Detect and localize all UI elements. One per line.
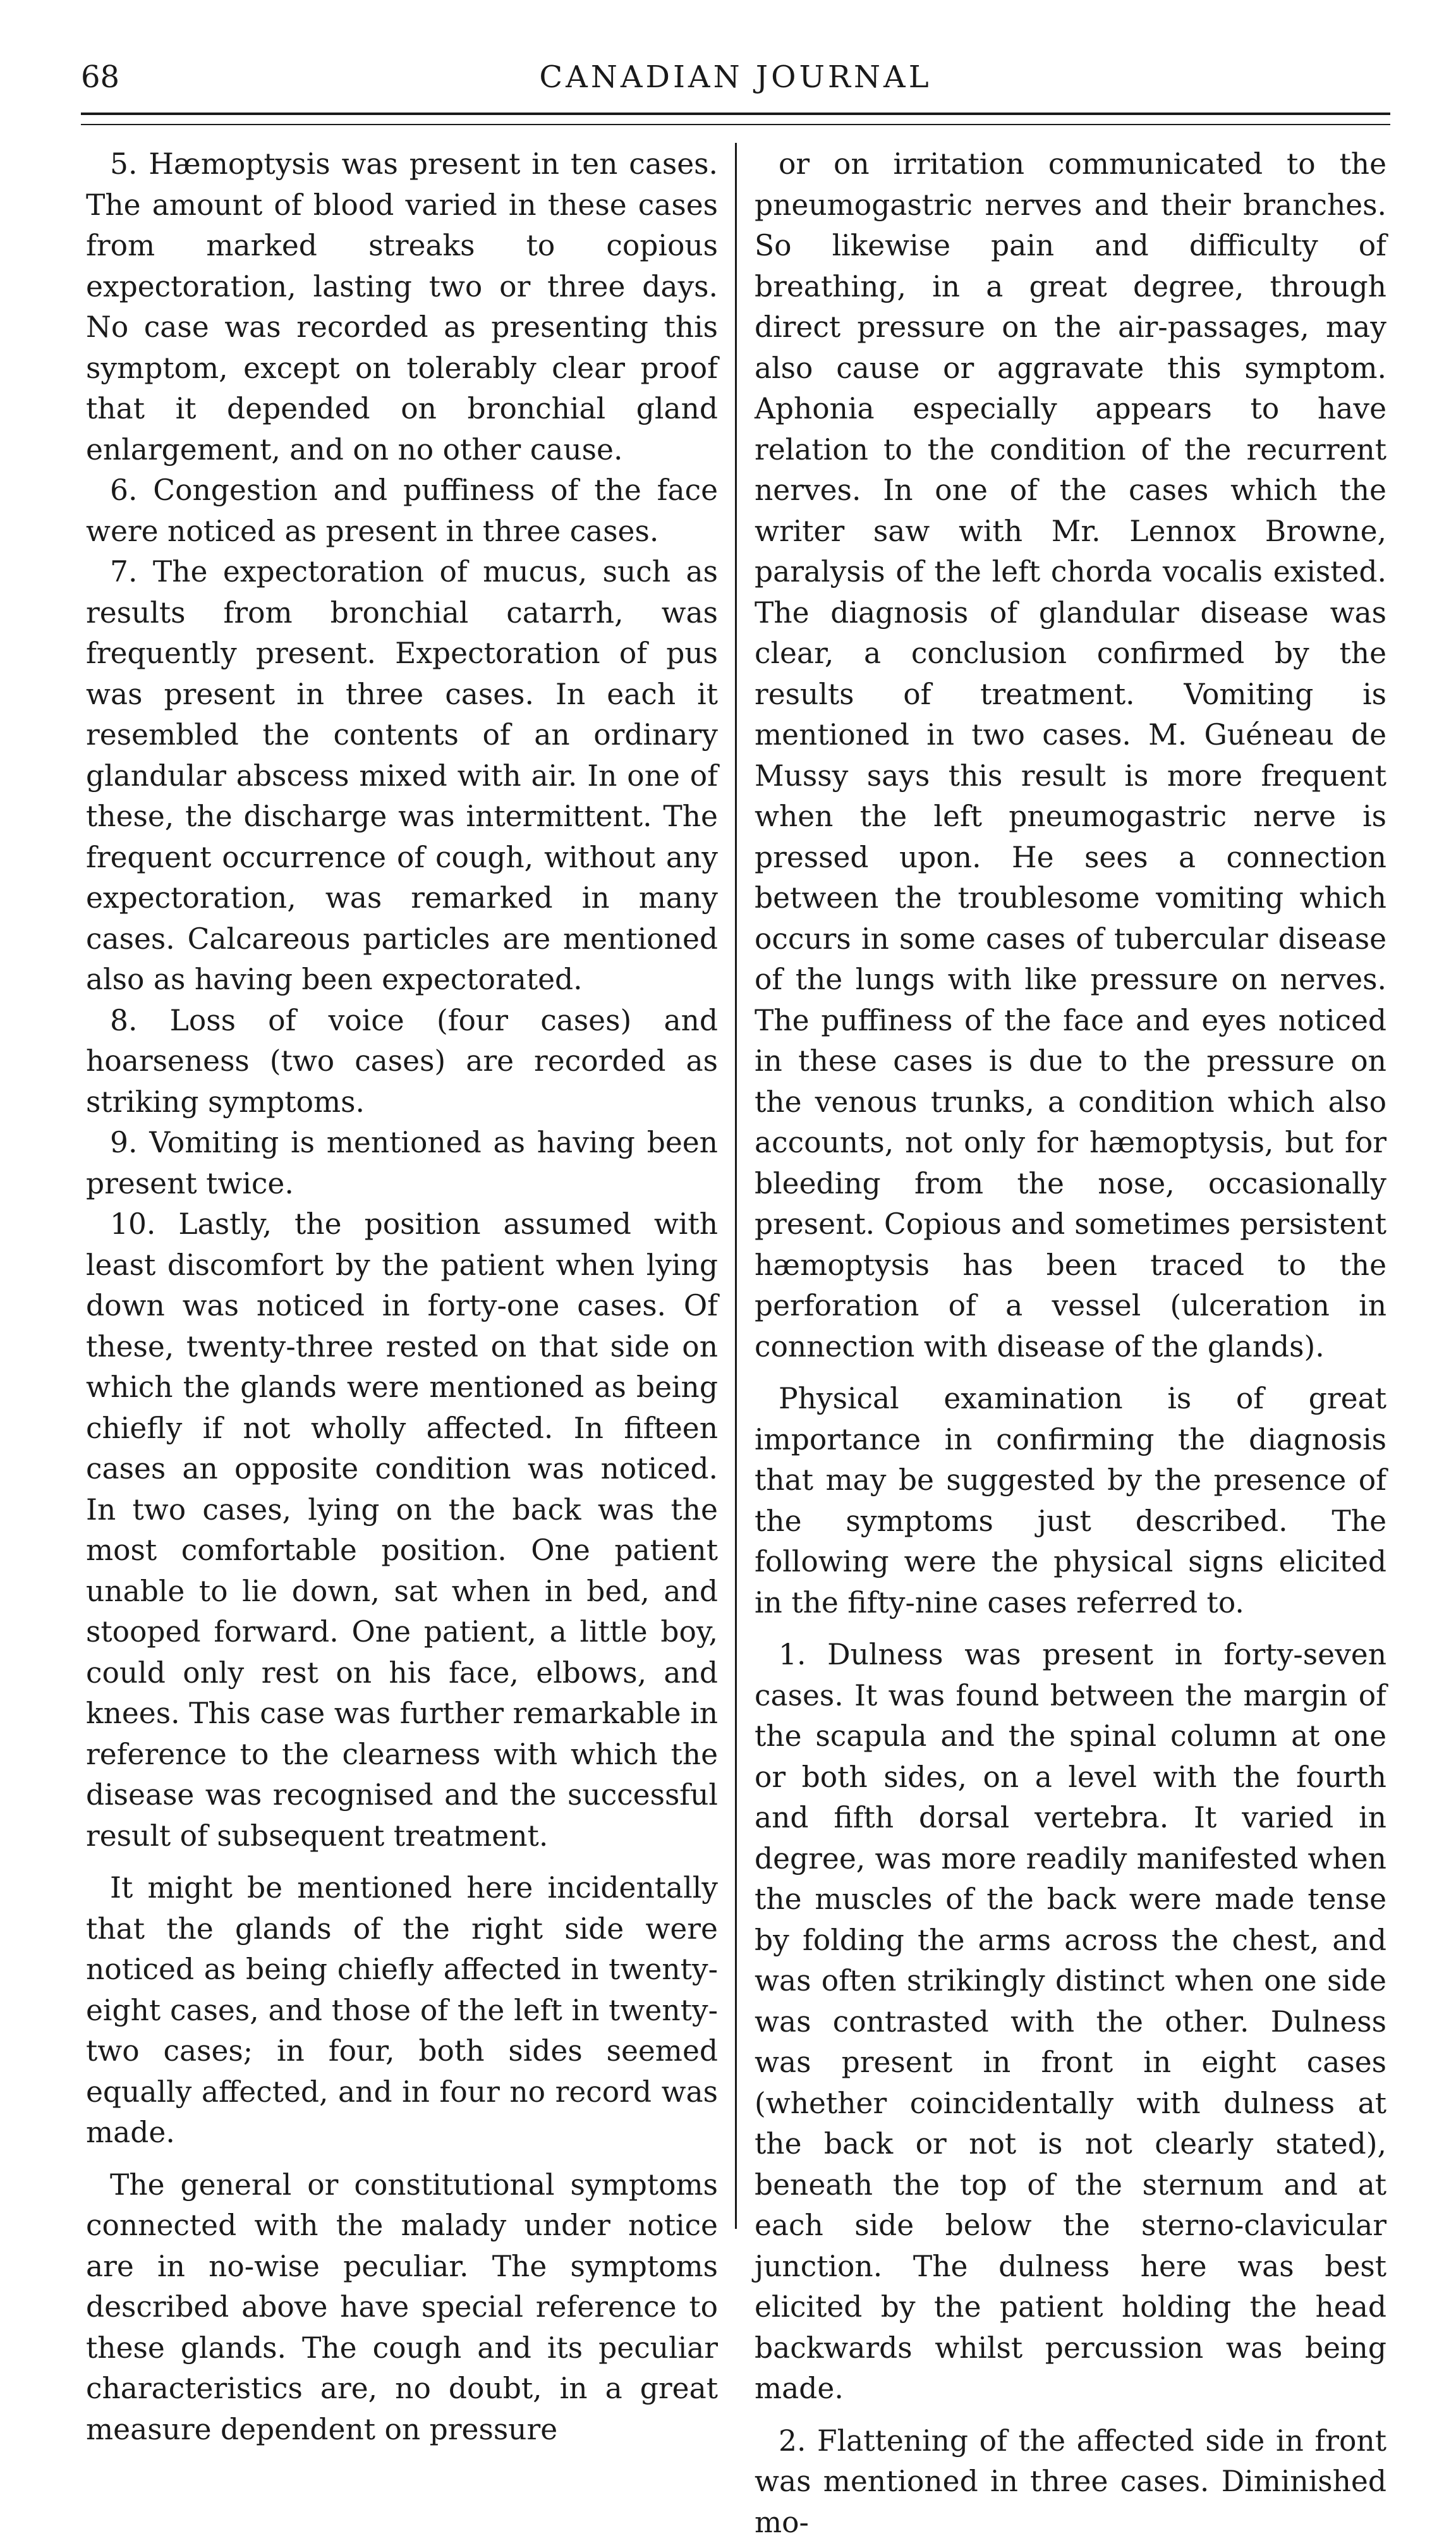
paragraph-dulness: 1. Dulness was present in forty-seven cases. It was found between the margin of the scapula and the spinal column at one or both sides, on a level with the fourth and fifth dorsal vertebra. It varied in degree, was more readily manifested when the muscles of the back were made tense by folding the arms across the chest, and was often strikingly distinct when one side was contrasted with the other. Dulness was present in front in eight cases (whether coincidentally with dulness at the back or not is not clearly stated), beneath the top of the sternum and at each side below the sterno-clavicular junction. The dulness here was best elicited by the patient holding the head backwards whilst percussion was being made. (755, 1635, 1386, 2410)
paragraph-expectoration: 7. The expectoration of mucus, such as results from bronchial catarrh, was frequently present. Expectoration of pus was present in three cases. In each it resembled the contents of an ordinary glandular abscess mixed with air. In one of these, the discharge was intermittent. The frequent occurrence of cough, without any expectoration, was remarked in many cases. Calcareous particles are mentioned also as having been expectorated. (86, 552, 718, 1001)
running-head: CANADIAN JOURNAL (81, 59, 1390, 95)
paragraph-haemoptysis: 5. Hæmoptysis was present in ten cases. The amount of blood varied in these cases from marked streaks to copious expectoration, lasting two or three days. No case was recorded as presenting this symptom, except on tolerably clear proof that it depended on bronchial gland enlargement, and on no other cause. (86, 144, 718, 470)
header-rule (81, 113, 1390, 115)
paragraph-constitutional: The general or constitutional symptoms connected with the malady under notice are in no-wise peculiar. The symptoms described above have special reference to these glands. The cough and its peculiar characteristics are, no doubt, in a great measure dependent on pressure (86, 2165, 718, 2451)
paragraph-position: 10. Lastly, the position assumed with least discomfort by the patient when lying down was noticed in forty-one cases. Of these, twenty-three rested on that side on which the glands were mentioned as being chiefly if not wholly affected. In fifteen cases an opposite condition was noticed. In two cases, lying on the back was the most comfortable position. One patient unable to lie down, sat when in bed, and stooped forward. One patient, a little boy, could only rest on his face, elbows, and knees. This case was further remarkable in reference to the clearness with which the disease was recognised and the successful result of subsequent treatment. (86, 1204, 718, 1857)
page-header (81, 49, 1390, 106)
header-rule-thin (81, 124, 1390, 125)
paragraph-congestion: 6. Congestion and puffiness of the face were noticed as present in three cases. (86, 470, 718, 552)
paragraph-flattening: 2. Flattening of the affected side in front was mentioned in three cases. Diminished mo- (755, 2421, 1386, 2543)
right-column (755, 144, 1386, 2543)
paragraph-loss-of-voice: 8. Loss of voice (four cases) and hoarseness (two cases) are recorded as striking symptoms. (86, 1001, 718, 1123)
left-column (86, 144, 718, 2450)
paragraph-vomiting: 9. Vomiting is mentioned as having been present twice. (86, 1123, 718, 1204)
paragraph-irritation: or on irritation communicated to the pneumogastric nerves and their branches. So likewise pain and difficulty of breathing, in a great degree, through direct pressure on the air-passages, may also cause or aggravate this symptom. Aphonia especially appears to have relation to the condition of the recurrent nerves. In one of the cases which the writer saw with Mr. Lennox Browne, paralysis of the left chorda vocalis existed. The diagnosis of glandular disease was clear, a conclusion confirmed by the results of treatment. Vomiting is mentioned in two cases. M. Guéneau de Mussy says this result is more frequent when the left pneumogastric nerve is pressed upon. He sees a connection between the troublesome vomiting which occurs in some cases of tubercular disease of the lungs with like pressure on nerves. The puffiness of the face and eyes noticed in these cases is due to the pressure on the venous trunks, a condition which also accounts, not only for hæmoptysis, but for bleeding from the nose, occasionally present. Copious and sometimes persistent hæmoptysis has been traced to the perforation of a vessel (ulceration in connection with disease of the glands). (755, 144, 1386, 1367)
paragraph-glands-side: It might be mentioned here incidentally that the glands of the right side were noticed as being chiefly affected in twenty-eight cases, and those of the left in twenty-two cases; in four, both sides seemed equally affected, and in four no record was made. (86, 1868, 718, 2154)
paragraph-physical-examination: Physical examination is of great importance in confirming the diagnosis that may be suggested by the presence of the symptoms just described. The following were the physical signs elicited in the fifty-nine cases referred to. (755, 1379, 1386, 1623)
column-divider (735, 143, 737, 2229)
page-number: 68 (81, 59, 119, 95)
